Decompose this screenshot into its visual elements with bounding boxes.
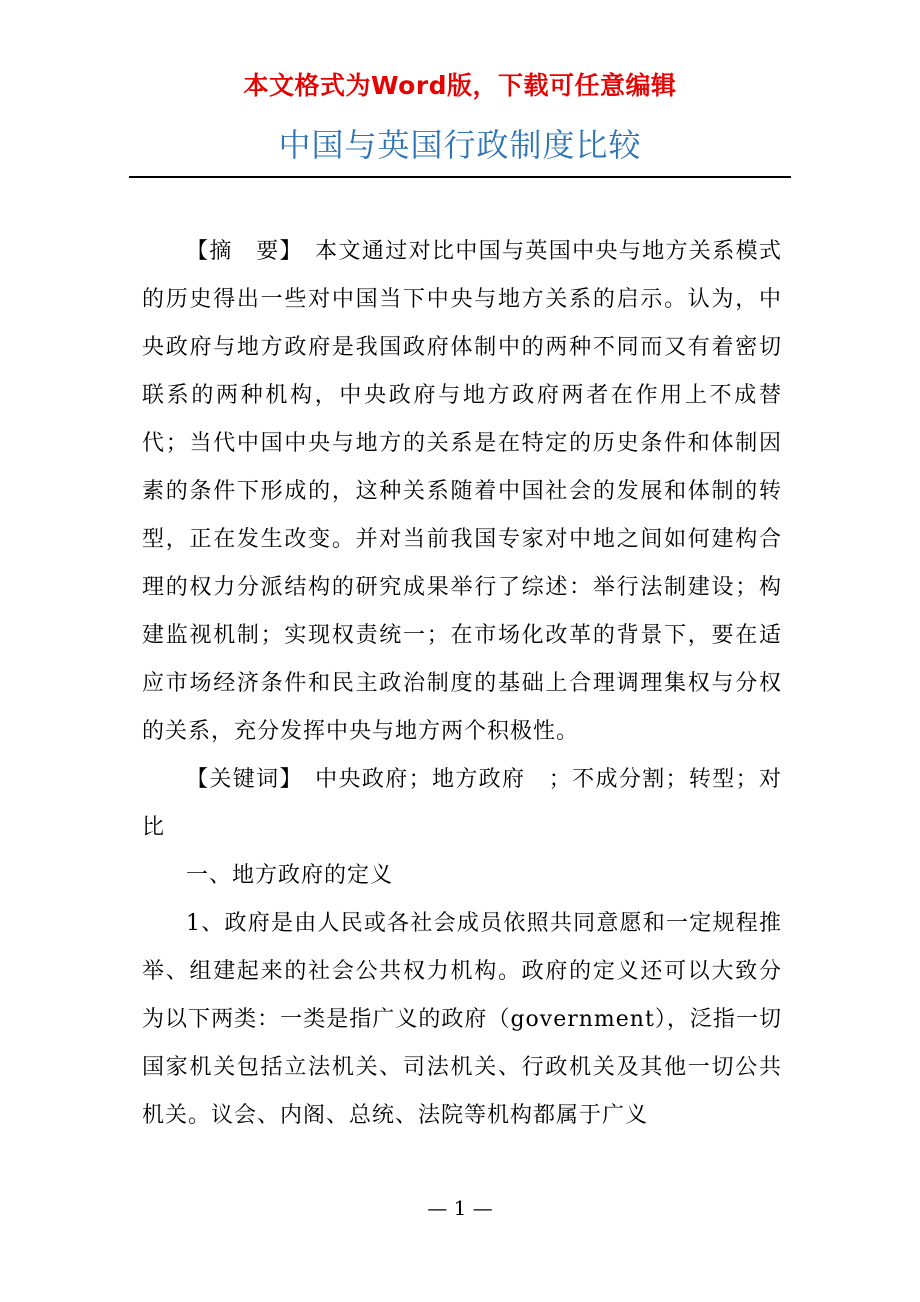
abstract-paragraph: 【摘 要】 本文通过对比中国与英国中央与地方关系模式的历史得出一些对中国当下中央与地方关系的启示。认为，中央政府与地方政府是我国政府体制中的两种不同而又有着密切联系的两种机构，中央政府与地方政府两者在作用上不成替代；当代中国中央与地方的关系是在特定的历史条件和体制因素的条件下形成的，这种关系随着中国社会的发展和体制的转型，正在发生改变。并对当前我国专家对中地之间如何建构合理的权力分派结构的研究成果举行了综述：举行法制建设；构建监视机制；实现权责统一；在市场化改革的背景下，要在适应市场经济条件和民主政治制度的基础上合理调理集权与分权的关系，充分发挥中央与地方两个积极性。 — [142, 239, 782, 744]
section-paragraph: 1、政府是由人民或各社会成员依照共同意愿和一定规程推举、组建起来的社会公共权力机构。政府的定义还可以大致分为以下两类：一类是指广义的政府（government），泛指一切国家机关包括立法机关、司法机关、行政机关及其他一切公共机关。议会、内阁、总统、法院等机构都属于广义 — [142, 911, 782, 1128]
title-divider — [129, 176, 791, 178]
document-title: 中国与英国行政制度比较 — [278, 126, 642, 164]
document-body — [142, 228, 782, 1140]
section-heading: 一、地方政府的定义 — [186, 863, 394, 888]
page-number: — 1 — — [427, 1196, 493, 1220]
keywords-paragraph: 【关键词】 中央政府；地方政府 ；不成分割；转型；对比 — [142, 767, 782, 840]
word-format-banner: 本文格式为Word版，下载可任意编辑 — [243, 71, 677, 100]
